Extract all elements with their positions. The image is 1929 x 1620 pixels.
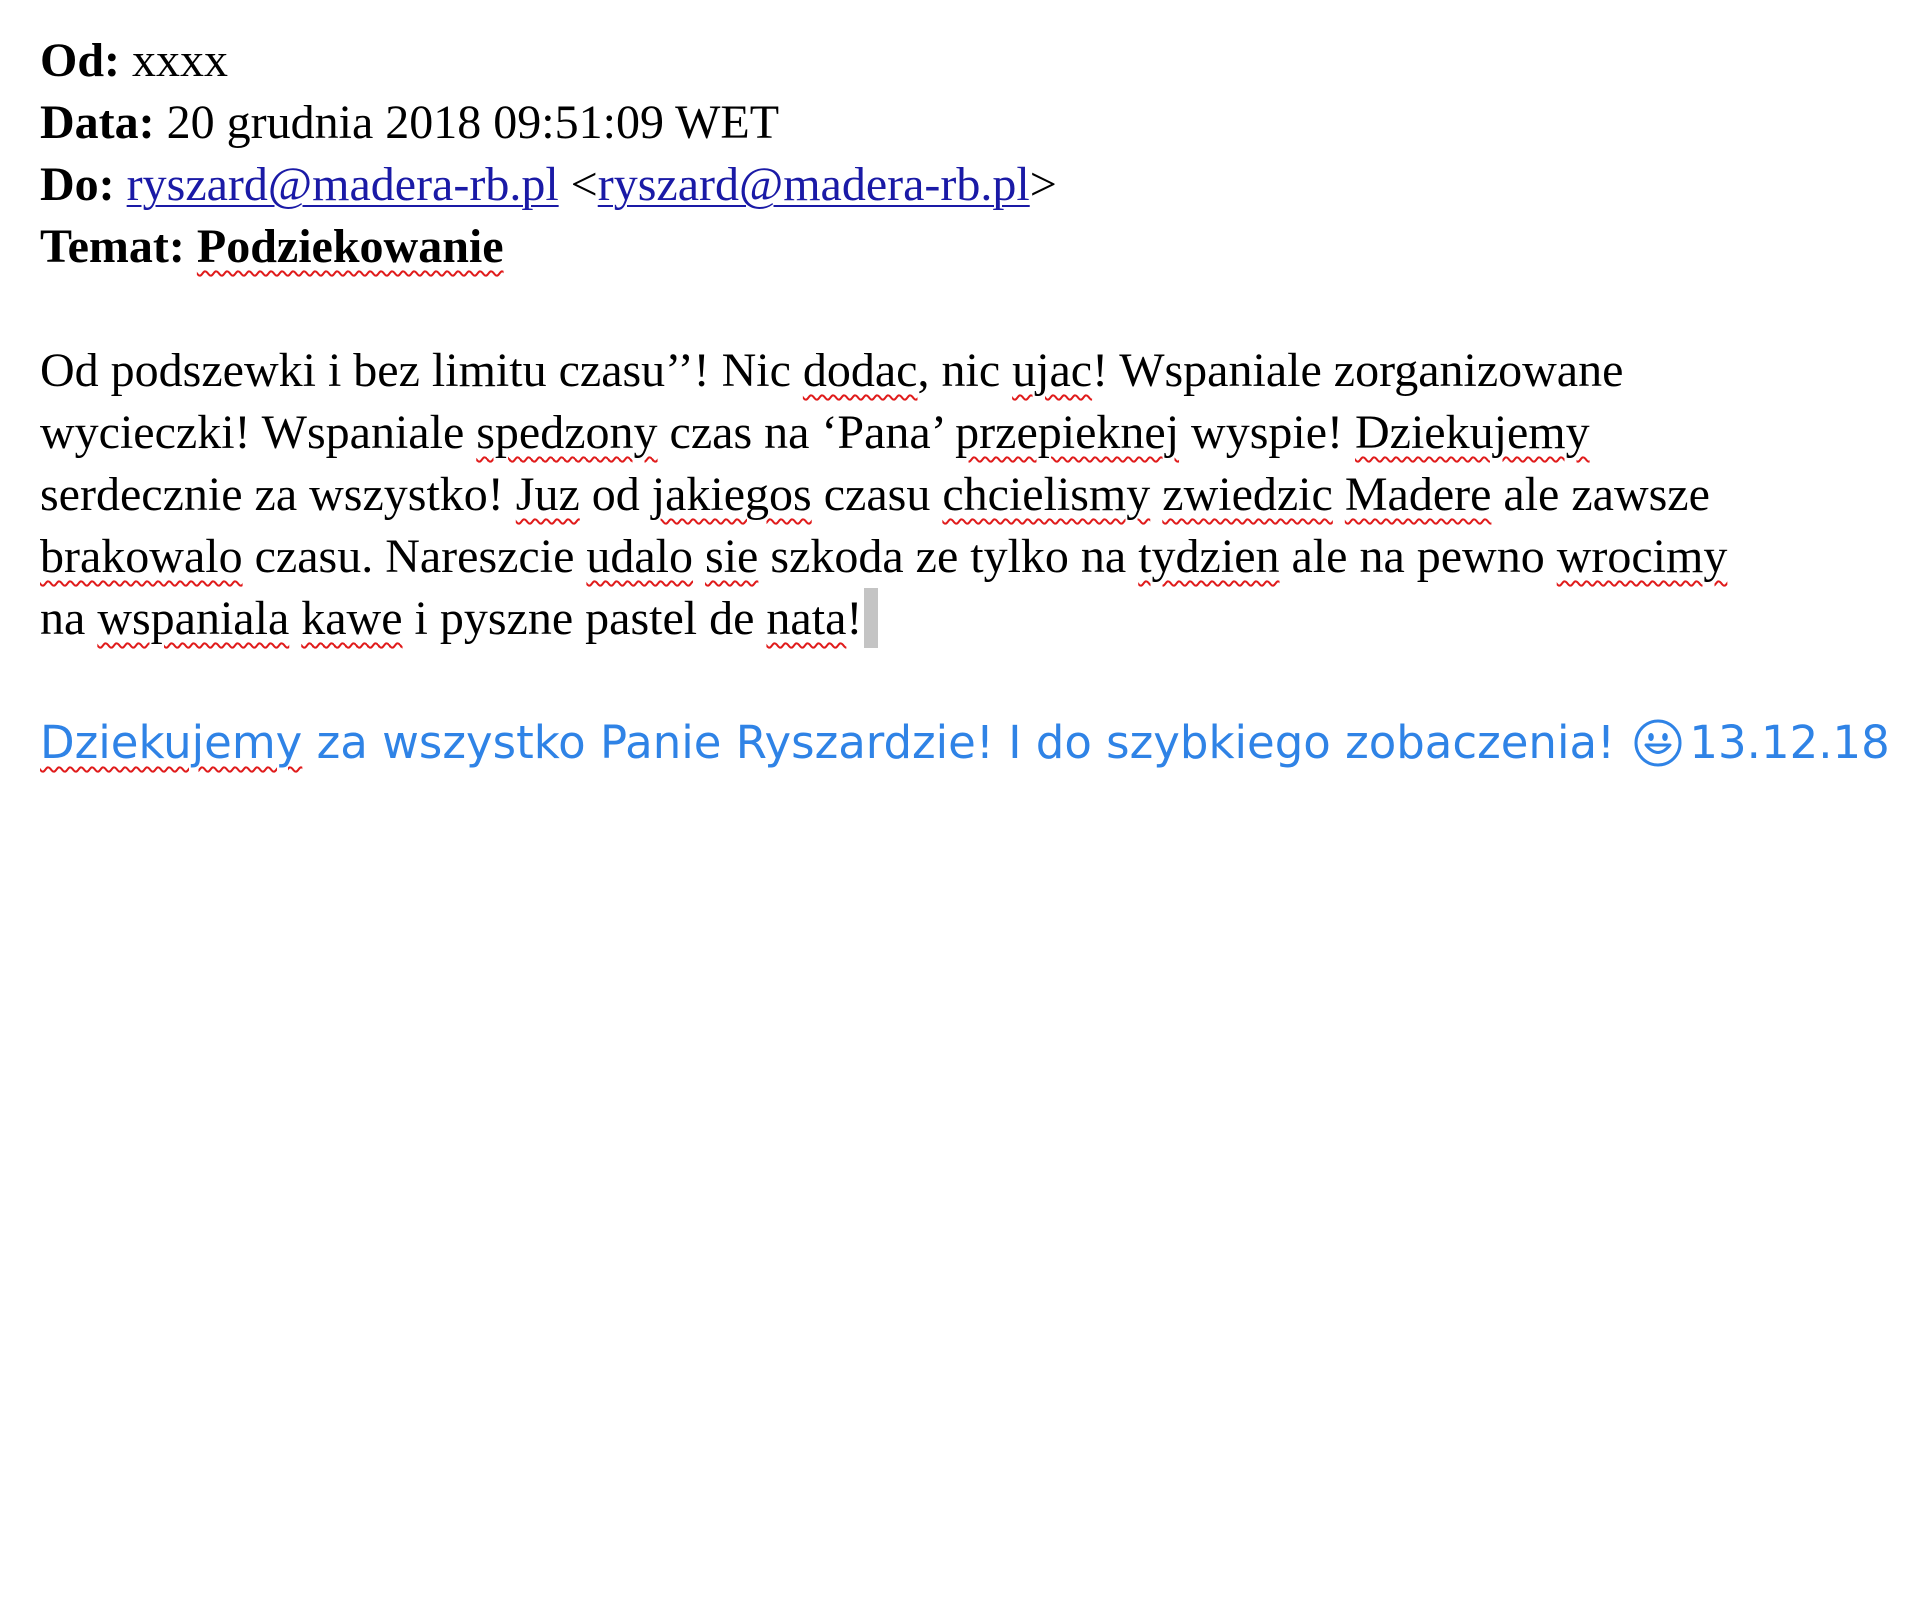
text-cursor [864,588,878,648]
spellcheck-word: nata [766,592,847,645]
to-close-bracket: > [1029,158,1057,211]
signature-line [40,712,1920,774]
to-email-link-secondary[interactable]: ryszard@madera-rb.pl [597,158,1030,211]
spellcheck-word: dodac [802,344,918,397]
spellcheck-word: spedzony [476,406,658,459]
to-email-link[interactable]: ryszard@madera-rb.pl [126,158,559,211]
date-label: Data: [40,96,155,149]
to-label: Do: [40,158,115,211]
signature-date: 13.12.18 [1689,716,1890,769]
body-text-segment: wyspie! [1179,406,1355,459]
spellcheck-word: sie [705,530,759,583]
spellcheck-word: kawe [301,592,403,645]
spellcheck-word: ujac [1012,344,1093,397]
email-document[interactable] [40,30,1920,774]
body-text-segment: ale na pewno [1279,530,1557,583]
body-text-segment [289,592,301,645]
body-text-segment: szkoda ze tylko na [758,530,1139,583]
subject-label: Temat: [40,220,185,273]
spellcheck-word: Dziekujemy [1355,406,1590,459]
from-value: xxxx [132,34,229,87]
spellcheck-word: wspaniala [97,592,290,645]
body-text-segment: , nic [917,344,1013,397]
body-text-segment [693,530,705,583]
body-text-segment: Od podszewki i bez limitu czasu’’! Nic [40,344,803,397]
spellcheck-word: brakowalo [40,530,243,583]
body-text-segment: od [579,468,652,521]
spellcheck-word: Madere [1344,468,1492,521]
subject-value: Podziekowanie [196,220,504,273]
signature-first-word: Dziekujemy [40,716,303,769]
spellcheck-word: jakiegos [651,468,812,521]
body-text-segment: i pyszne pastel de [402,592,767,645]
body-text-segment: czasu. Nareszcie [242,530,587,583]
date-line [40,92,1920,154]
from-line [40,30,1920,92]
spellcheck-word: udalo [586,530,694,583]
body-text-segment: na [40,592,86,645]
to-line [40,154,1920,216]
signature-text: za wszystko Panie Ryszardzie! I do szybkiego zobaczenia! [302,716,1616,769]
body-text-segment [1333,468,1345,521]
body-text-segment: czas na ‘Pana’ [657,406,956,459]
spellcheck-word: zwiedzic [1162,468,1333,521]
body-text-segment: ! Wspaniale zorganizowane wycieczki! Wspaniale [40,344,1624,459]
from-label: Od: [40,34,121,87]
body-text-segment: ale zawsze [1503,468,1710,521]
email-body[interactable] [40,340,1920,650]
spellcheck-word: przepieknej [955,406,1180,459]
body-text-segment: serdecznie za wszystko! [40,468,504,521]
spellcheck-word: Juz [515,468,580,521]
body-text-segment: ! [846,592,863,645]
body-text-segment [1150,468,1162,521]
body-text-segment: czasu [811,468,943,521]
grinning-face-icon [1633,718,1683,768]
spellcheck-word: tydzien [1138,530,1280,583]
to-open-bracket: < [570,158,598,211]
spellcheck-word: wrocimy [1556,530,1728,583]
date-value: 20 grudnia 2018 09:51:09 WET [166,96,780,149]
spellcheck-word: chcielismy [942,468,1151,521]
subject-line [40,216,1920,278]
